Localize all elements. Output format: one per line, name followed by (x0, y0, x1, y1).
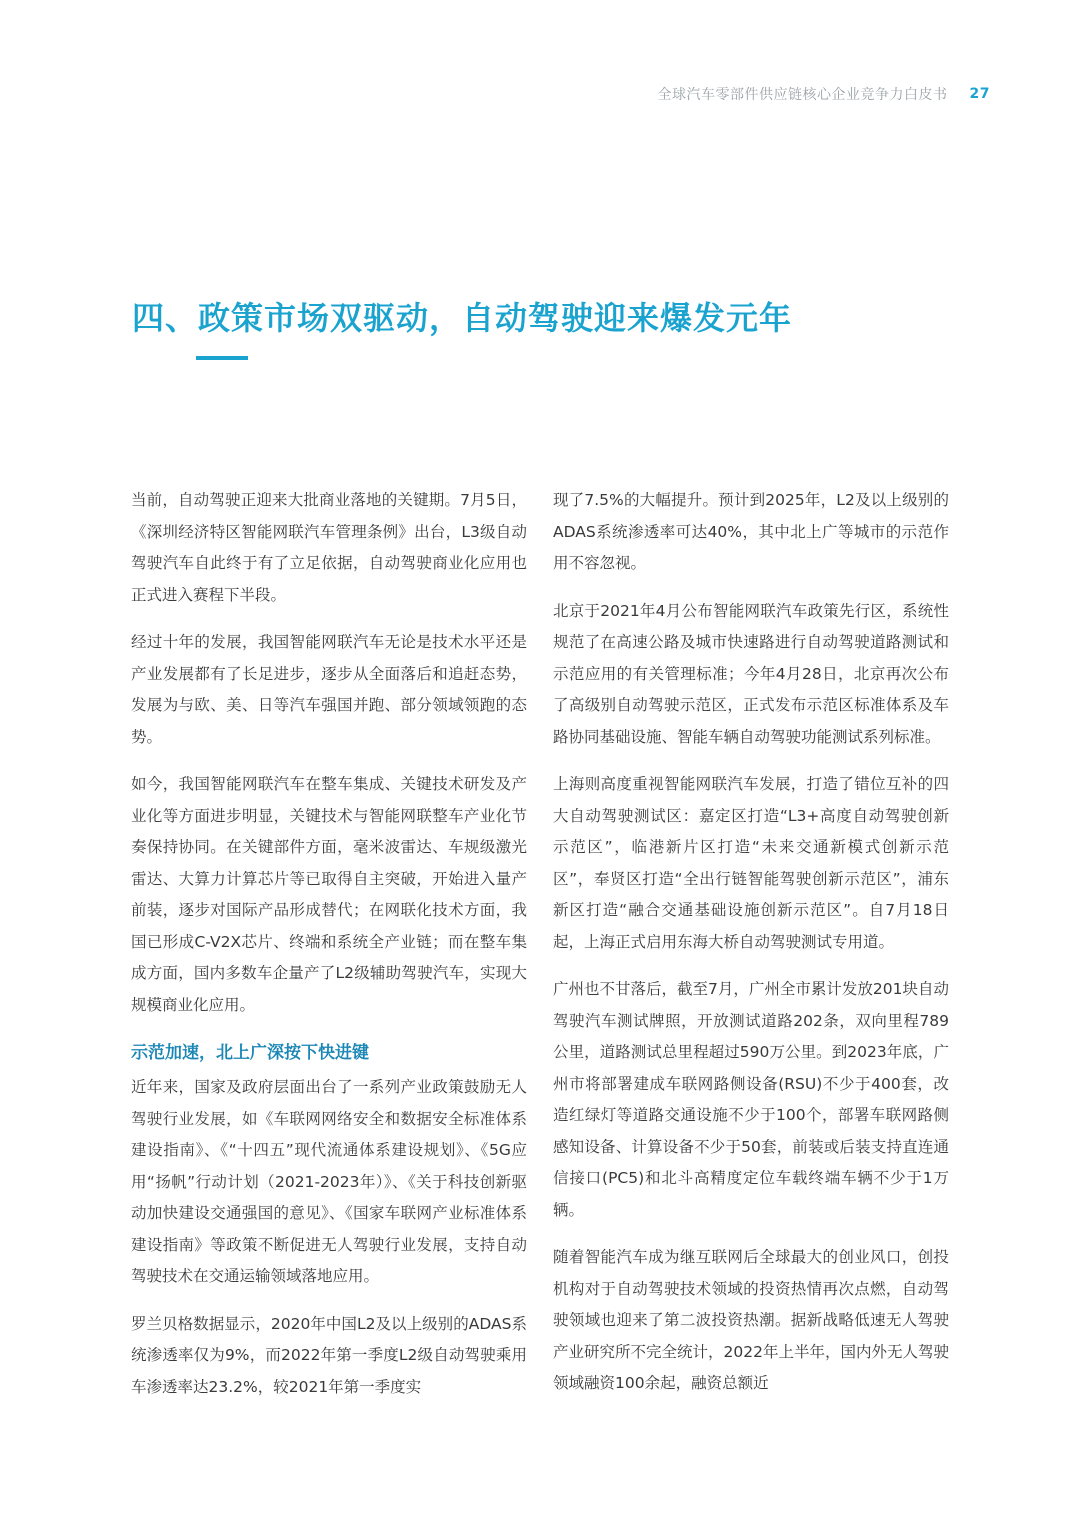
page-number: 27 (969, 86, 990, 102)
section-title: 四、政策市场双驱动，自动驾驶迎来爆发元年 (132, 299, 793, 337)
paragraph: 上海则高度重视智能网联汽车发展，打造了错位互补的四大自动驾驶测试区：嘉定区打造“L3+高度自动驾驶创新示范区”，临港新片区打造“未来交通新模式创新示范区”，奉贤区打造“全出行链智能驾驶创新示范区”，浦东新区打造“融合交通基础设施创新示范区”。自7月18日起，上海正式启用东海大桥自动驾驶测试专用道。 (553, 775, 949, 951)
subheading: 示范加速，北上广深按下快进键 (131, 1043, 369, 1063)
page-header (658, 84, 990, 104)
paragraph: 广州也不甘落后，截至7月，广州全市累计发放201块自动驾驶汽车测试牌照，开放测试道路202条，双向里程789公里，道路测试总里程超过590万公里。到2023年底，广州市将部署建成车联网路侧设备(RSU)不少于400套，改造红绿灯等道路交通设施不少于100个，部署车联网路侧感知设备、计算设备不少于50套，前装或后装支持直连通信接口(PC5)和北斗高精度定位车载终端车辆不少于1万辆。 (553, 980, 949, 1219)
paragraph: 当前，自动驾驶正迎来大批商业落地的关键期。7月5日，《深圳经济特区智能网联汽车管理条例》出台，L3级自动驾驶汽车自此终于有了立足依据，自动驾驶商业化应用也正式进入赛程下半段。 (131, 491, 527, 604)
paragraph: 罗兰贝格数据显示，2020年中国L2及以上级别的ADAS系统渗透率仅为9%，而2022年第一季度L2级自动驾驶乘用车渗透率达23.2%，较2021年第一季度实 (131, 1314, 527, 1396)
paragraph: 经过十年的发展，我国智能网联汽车无论是技术水平还是产业发展都有了长足进步，逐步从全面落后和追赶态势，发展为与欧、美、日等汽车强国并跑、部分领域领跑的态势。 (131, 633, 527, 746)
left-column (131, 485, 527, 1419)
title-underline (196, 356, 248, 360)
paragraph: 现了7.5%的大幅提升。预计到2025年，L2及以上级别的ADAS系统渗透率可达40%，其中北上广等城市的示范作用不容忽视。 (553, 491, 949, 572)
paragraph: 近年来，国家及政府层面出台了一系列产业政策鼓励无人驾驶行业发展，如《车联网网络安全和数据安全标准体系建设指南》、《“十四五”现代流通体系建设规划》、《5G应用“扬帆”行动计划（2021-2023年）》、《关于科技创新驱动加快建设交通强国的意见》、《国家车联网产业标准体系建设指南》等政策不断促进无人驾驶行业发展，支持自动驾驶技术在交通运输领域落地应用。 (131, 1078, 527, 1285)
paragraph: 北京于2021年4月公布智能网联汽车政策先行区，系统性规范了在高速公路及城市快速路进行自动驾驶道路测试和示范应用的有关管理标准；今年4月28日，北京再次公布了高级别自动驾驶示范区，正式发布示范区标准体系及车路协同基础设施、智能车辆自动驾驶功能测试系列标准。 (553, 601, 949, 746)
right-column (553, 485, 949, 1416)
paragraph: 随着智能汽车成为继互联网后全球最大的创业风口，创投机构对于自动驾驶技术领域的投资热情再次点燃，自动驾驶领域也迎来了第二波投资热潮。据新战略低速无人驾驶产业研究所不完全统计，2022年上半年，国内外无人驾驶领域融资100余起，融资总额近 (553, 1248, 949, 1392)
paragraph: 如今，我国智能网联汽车在整车集成、关键技术研发及产业化等方面进步明显，关键技术与智能网联整车产业化节奏保持协同。在关键部件方面，毫米波雷达、车规级激光雷达、大算力计算芯片等已取得自主突破，开始进入量产前装，逐步对国际产品形成替代；在网联化技术方面，我国已形成C-V2X芯片、终端和系统全产业链；而在整车集成方面，国内多数车企量产了L2级辅助驾驶汽车，实现大规模商业化应用。 (131, 775, 527, 1014)
document-title: 全球汽车零部件供应链核心企业竞争力白皮书 (657, 87, 948, 103)
